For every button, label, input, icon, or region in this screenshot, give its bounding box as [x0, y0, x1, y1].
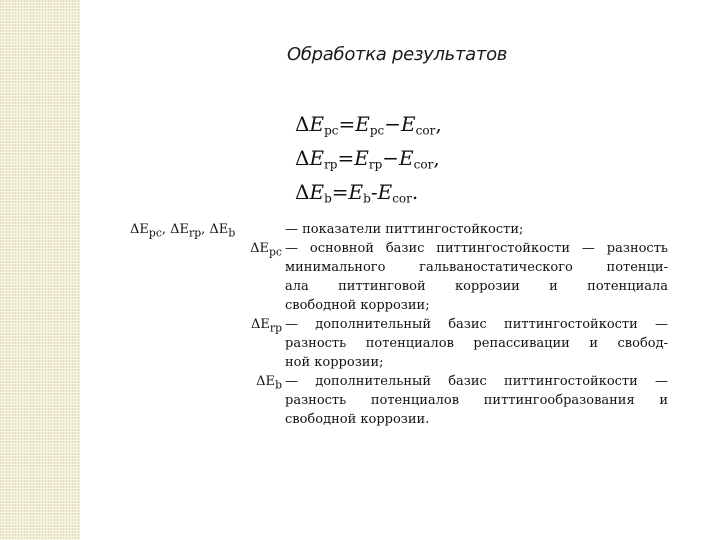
slide-title: Обработка результатов: [287, 44, 508, 65]
formula-subscript: pc: [369, 123, 385, 138]
formula-text: E: [354, 146, 369, 170]
definition-text: — основной базис питтингостойкости — разность: [285, 241, 668, 256]
formula-text: E: [309, 180, 325, 204]
definition-text: — дополнительный базис питтингостойкости —: [285, 317, 668, 332]
formula-subscript: pc: [324, 123, 339, 138]
formula-text: =: [338, 112, 356, 136]
formula-subscript: b: [324, 191, 332, 206]
formula-text: E: [309, 146, 325, 170]
definition-text: свободной коррозии;: [285, 298, 430, 313]
definition-term: $\Delta E_{rp}$: [251, 317, 282, 335]
formula-text: E: [355, 112, 370, 136]
formula-subscript: cor: [392, 191, 412, 206]
formula-subscript: cor: [415, 123, 436, 138]
formula-rp: [295, 146, 440, 170]
formula-text: =: [337, 146, 355, 170]
definition-text: — дополнительный базис питтингостойкости —: [285, 374, 668, 389]
formula-text: −: [382, 146, 400, 170]
definition-term: $\Delta E_{pc}$: [250, 241, 282, 259]
formula-text: -: [370, 180, 378, 204]
formula-text: E: [399, 146, 414, 170]
formula-subscript: b: [363, 191, 371, 206]
definition-text: свободной коррозии.: [285, 412, 430, 427]
definition-text: разность потенциалов питтингообразования и: [285, 393, 668, 408]
definition-text: ала питтинговой коррозии и потенциала: [285, 279, 668, 294]
definition-text: — показатели питтингостойкости;: [285, 222, 524, 237]
definition-term: $\Delta E_{pc}$, $\Delta E_{rp}$, $\Delta E_b$: [130, 222, 236, 240]
formula-text: E: [309, 112, 325, 136]
formula-text: E: [348, 180, 364, 204]
formula-pc: [295, 112, 442, 136]
formula-b: [295, 180, 418, 204]
formula-text: ,: [433, 146, 440, 170]
formula-text: ,: [435, 112, 442, 136]
formula-text: E: [377, 180, 393, 204]
formula-subscript: rp: [368, 157, 383, 172]
definition-term: $\Delta E_b$: [256, 374, 282, 392]
formula-text: E: [401, 112, 416, 136]
formula-text: =: [331, 180, 349, 204]
formula-subscript: cor: [413, 157, 434, 172]
formula-subscript: rp: [324, 157, 338, 172]
formula-text: .: [411, 180, 419, 204]
definition-text: минимального гальваностатического потенци-: [285, 260, 668, 275]
decorative-side-strip: [0, 0, 80, 540]
formula-text: Δ: [295, 112, 310, 136]
formula-text: Δ: [295, 180, 310, 204]
definition-text: разность потенциалов репассивации и свобод-: [285, 336, 668, 351]
formula-text: Δ: [295, 146, 310, 170]
definition-text: ной коррозии;: [285, 355, 384, 370]
formula-text: −: [384, 112, 402, 136]
